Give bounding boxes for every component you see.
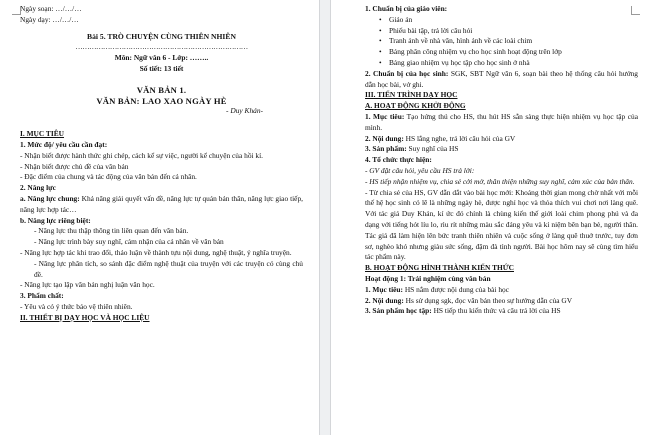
teacher-prep-item: • Phiếu bài tập, trả lời câu hỏi [365,26,638,37]
periods-line: Số tiết: 13 tiết [139,63,184,73]
goal-text: Tạo hứng thú cho HS, thu hút HS sẵn sàng thực hiện nhiệm vụ học tập của mình. [365,111,638,132]
content-text: Hs sử dụng sgk, đọc văn bản theo sự hướng dẫn của GV [403,295,573,305]
document-page-left [0,0,320,435]
page-corner-mark [12,6,21,15]
text-title: VĂN BẢN: LAO XAO NGÀY HÈ [96,95,227,106]
competence-item: - Năng lực thu thập thông tin liên quan đến văn bản. [34,226,189,236]
student-prep-label: 2. Chuẩn bị của học sinh: [365,68,449,78]
teacher-prep-item: • Giáo án [365,15,638,26]
general-competence [20,194,303,216]
teacher-prep-item: • Bảng giao nhiệm vụ học tập cho học sinh ở nhà [365,58,638,69]
activity-a-goal [365,112,638,134]
content-label: 2. Nội dung: [365,295,404,305]
date-taught: Ngày dạy: …/…/… [20,14,79,24]
product-label: 3. Sản phẩm học tập: [365,306,432,316]
general-competence-text: Khả năng giải quyết vấn đề, năng lực tự quản bản thân, năng lực giao tiếp, năng lực hợp tác… [20,193,303,214]
goal-text: HS nắm được nội dung của bài học [402,284,510,294]
subsection-competence: 2. Năng lực [20,183,56,193]
author-name: - Duy Khán- [226,106,263,116]
content-label: 2. Nội dung: [365,133,404,143]
organization-paragraph: - Từ chia sẻ của HS, GV dẫn dắt vào bài học mới: Khoảng thời gian mong chờ nhất với mỗi thế hệ học sinh có lẽ là những ngày hè, được nghỉ học và thỏa thích vui chơi nơi làng quê. Với tác giả Duy Khán, kí ức đó chính là chùng kiến thế giới loài chim phong phú và đa dạng với tiếng hót líu lo, rìu rít những màu sắc đáng yêu và kỉ niệm bên bạn bè, người thân. Tác giả đã làm hiện lên bức tranh thiên nhiên và cuộc sống ở làng quê thuở trước, tuy đơn sơ, nghèo khó nhưng giàu sức sống, đậm đà tình người. Bài học hôm nay sẽ cùng tìm hiểu tác phẩm này. [365,187,638,262]
text-heading: VĂN BẢN 1. [136,84,187,95]
teacher-prep-item: • Bảng phân công nhiệm vụ cho học sinh hoạt động trên lớp [365,47,638,58]
goal-label: 1. Mục tiêu: [365,111,405,121]
student-prep-text: SGK, SBT Ngữ văn 6, soạn bài theo hệ thống câu hỏi hướng dẫn học bài, vở ghi. [365,68,639,89]
page-corner-mark [631,6,640,15]
content-text: HS lắng nghe, trả lời câu hỏi của GV [403,133,516,143]
dotted-line: ………………………………………………………………… [75,42,248,52]
activity-a-content [365,134,638,145]
activity-b-content [365,296,638,307]
goal-label: 1. Mục tiêu: [365,284,403,294]
activity-a-product [365,144,638,155]
section-process-heading: III. TIẾN TRÌNH DẠY HỌC [365,90,458,100]
student-prep [365,69,638,91]
requirement-item: - Đặc điểm của chung và tác động của văn bản đến cả nhân. [20,172,197,182]
teacher-prep-heading: 1. Chuẩn bị của giáo viên: [365,4,448,13]
product-text: HS tiếp thu kiến thức và câu trả lời của HS [431,306,561,316]
product-label: 3. Sản phẩm: [365,144,407,154]
organization-item: - GV đặt câu hỏi, yêu cầu HS trả lời: [365,165,475,175]
competence-item: - Năng lực hợp tác khi trao đổi, thảo luận về thành tựu nội dung, nghệ thuật, ý nghĩa truyện. [20,247,292,257]
organization-item: - HS tiếp nhận nhiệm vụ, chia sẻ cởi mở, thân thiện những suy nghĩ, cảm xúc của bản thân. [365,176,635,186]
quality-item: - Yêu và có ý thức bảo vệ thiên nhiên. [20,301,133,311]
document-page-right [330,0,650,435]
teacher-prep-item: • Tranh ảnh về nhà văn, hình ảnh về các loài chim [365,36,638,47]
activity-b-heading: B. HOẠT ĐỘNG HÌNH THÀNH KIẾN THỨC [365,263,514,273]
lesson-title: Bài 5. TRÒ CHUYỆN CÙNG THIÊN NHIÊN [87,31,236,41]
activity-a-heading: A. HOẠT ĐỘNG KHỞI ĐỘNG [365,101,466,111]
competence-item: - Năng lực tạo lập văn bản nghị luận văn học. [20,280,155,290]
activity-a-organization: 4. Tổ chức thực hiện: [365,155,432,165]
specific-competence-heading: b. Năng lực riêng biệt: [20,215,91,225]
general-competence-label: a. Năng lực chung: [20,193,80,203]
section-equipment-heading: II. THIẾT BỊ DẠY HỌC VÀ HỌC LIỆU [20,312,150,322]
requirement-item: - Nhận biết được hành thức ghi chép, cách kể sự việc, người kể chuyện của hồi kí. [20,150,264,160]
date-prepared: Ngày soạn: …/…/… [20,4,82,13]
subsection-requirements: 1. Mức độ/ yêu cầu cần đạt: [20,139,108,149]
activity-b-product [365,306,638,317]
product-text: Suy nghĩ của HS [406,144,459,154]
requirement-item: - Nhận biết được chủ đề của văn bản [20,161,129,171]
section-objectives-heading: I. MỤC TIÊU [20,129,65,139]
activity-b-sub: Hoạt động 1: Trải nghiệm cùng văn bản [365,273,491,283]
subsection-qualities: 3. Phẩm chất: [20,291,64,301]
competence-item: - Năng lực trình bày suy nghĩ, cảm nhận của cá nhân về văn bản [34,237,224,247]
competence-item: - Năng lực phân tích, so sánh đặc điểm nghệ thuật của truyện với các truyện có cùng chủ đề. [34,258,303,279]
subject-line: Môn: Ngữ văn 6 - Lớp: …….. [114,53,209,63]
activity-b-goal [365,285,638,296]
